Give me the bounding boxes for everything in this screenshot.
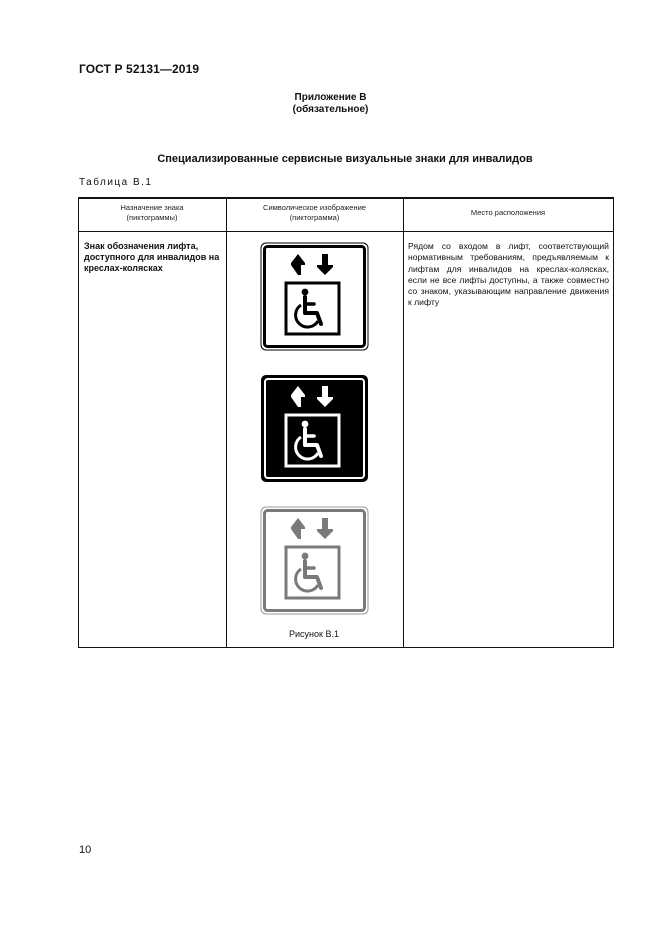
appendix-status: (обязательное): [292, 104, 369, 115]
table-border-right: [613, 199, 614, 647]
table-border-left: [78, 199, 79, 647]
appendix-title: Приложение В: [294, 92, 367, 103]
page-number: 10: [79, 844, 92, 856]
elevator-wheelchair-sign-icon: [260, 242, 369, 351]
elevator-wheelchair-sign-icon: [260, 374, 369, 483]
table-header-divider: [78, 231, 614, 232]
table-column-divider: [403, 199, 404, 647]
cell-sign-location: Рядом со входом в лифт, соответствующий нормативным требованиям, предъявляемым к лифтам для инвалидов на креслах-колясках, если не все лифты доступны, а также совместно со знаком, указывающим направление движения к лифту: [408, 241, 609, 308]
section-title: Специализированные сервисные визуальные знаки для инвалидов: [157, 153, 533, 165]
table-column-divider: [226, 199, 227, 647]
cell-sign-purpose: Знак обозначения лифта, доступного для инвалидов на креслах-колясках: [84, 241, 220, 273]
column-header-location: Место расположения: [470, 208, 546, 217]
column-header-purpose: Назначение знака (пиктограммы): [120, 203, 184, 222]
column-header-pictogram: Символическое изображение (пиктограмма): [263, 203, 366, 222]
signs-table: [78, 197, 614, 648]
elevator-wheelchair-sign-icon: [260, 506, 369, 615]
table-caption: Таблица В.1: [79, 177, 153, 188]
standard-header: ГОСТ Р 52131—2019: [79, 62, 200, 76]
figure-caption: Рисунок В.1: [289, 629, 339, 639]
